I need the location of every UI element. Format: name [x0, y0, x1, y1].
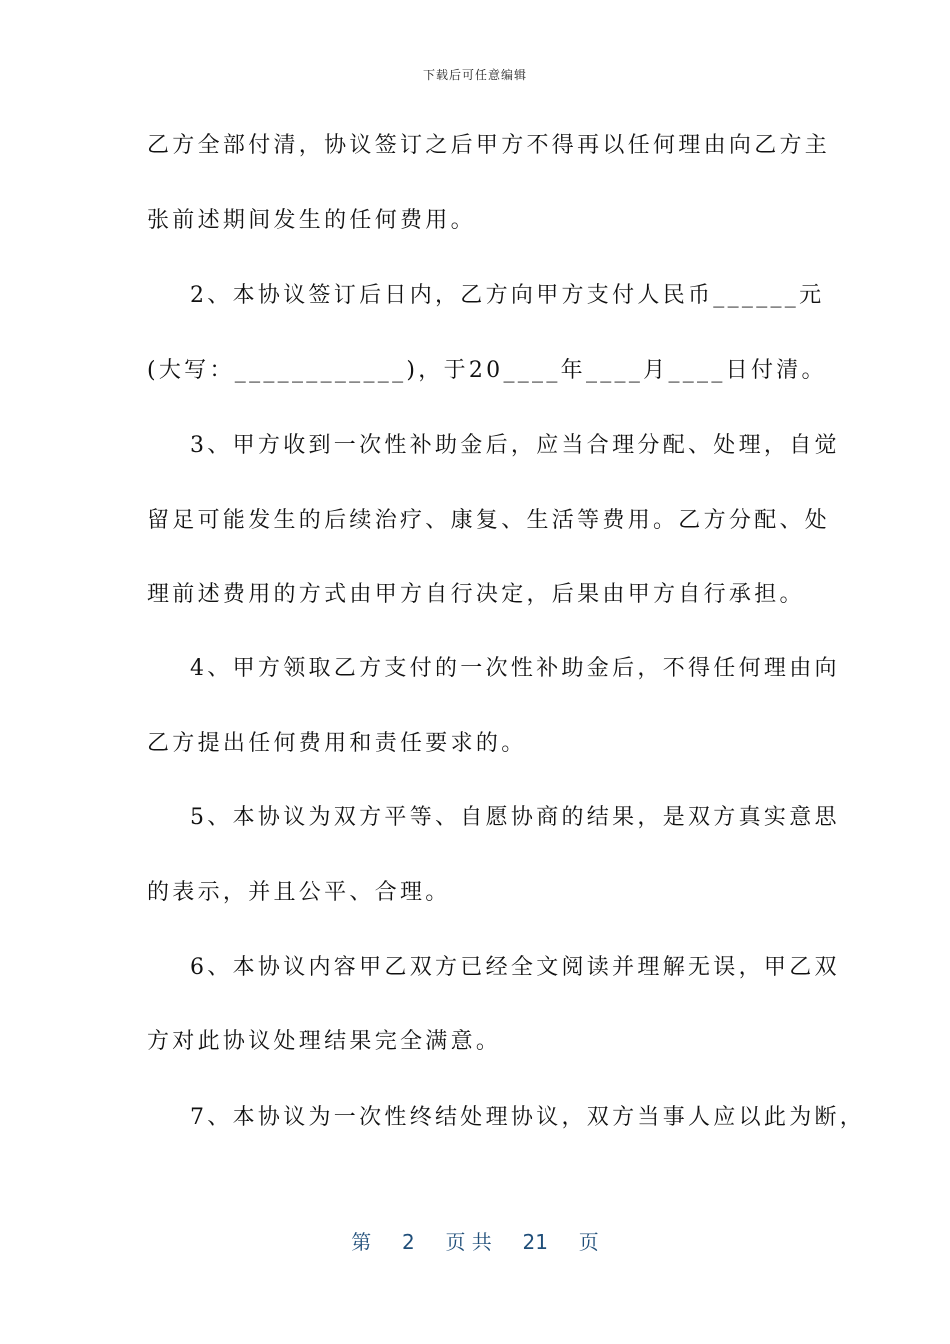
paragraph-line: 2、本协议签订后日内，乙方向甲方支付人民币______元	[190, 283, 825, 308]
paragraph-line: 7、本协议为一次性终结处理协议，双方当事人应以此为断，	[190, 1105, 866, 1130]
page-footer	[0, 1226, 950, 1255]
paragraph-line: 的表示，并且公平、合理。	[147, 880, 451, 905]
paragraph-line: 乙方全部付清，协议签订之后甲方不得再以任何理由向乙方主	[147, 133, 831, 158]
paragraph-line: 5、本协议为双方平等、自愿协商的结果，是双方真实意思	[190, 805, 840, 830]
page-prefix: 第	[351, 1230, 372, 1254]
total-pages: 21	[522, 1230, 548, 1254]
page-number: 2	[402, 1230, 415, 1254]
paragraph-line: (大写：____________)，于20____年____月____日付清。	[147, 358, 827, 383]
paragraph-line: 理前述费用的方式由甲方自行决定，后果由甲方自行承担。	[147, 582, 805, 607]
page-header: 下载后可任意编辑	[422, 68, 527, 82]
paragraph-line: 留足可能发生的后续治疗、康复、生活等费用。乙方分配、处	[147, 508, 831, 533]
paragraph-line: 张前述期间发生的任何费用。	[147, 208, 476, 233]
paragraph-line: 方对此协议处理结果完全满意。	[147, 1029, 502, 1054]
page-middle: 页 共	[445, 1230, 492, 1254]
page-suffix: 页	[578, 1230, 599, 1254]
paragraph-line: 乙方提出任何费用和责任要求的。	[147, 731, 527, 756]
paragraph-line: 4、甲方领取乙方支付的一次性补助金后，不得任何理由向	[190, 656, 840, 681]
paragraph-line: 6、本协议内容甲乙双方已经全文阅读并理解无误，甲乙双	[190, 955, 840, 980]
paragraph-line: 3、甲方收到一次性补助金后，应当合理分配、处理，自觉	[190, 433, 840, 458]
